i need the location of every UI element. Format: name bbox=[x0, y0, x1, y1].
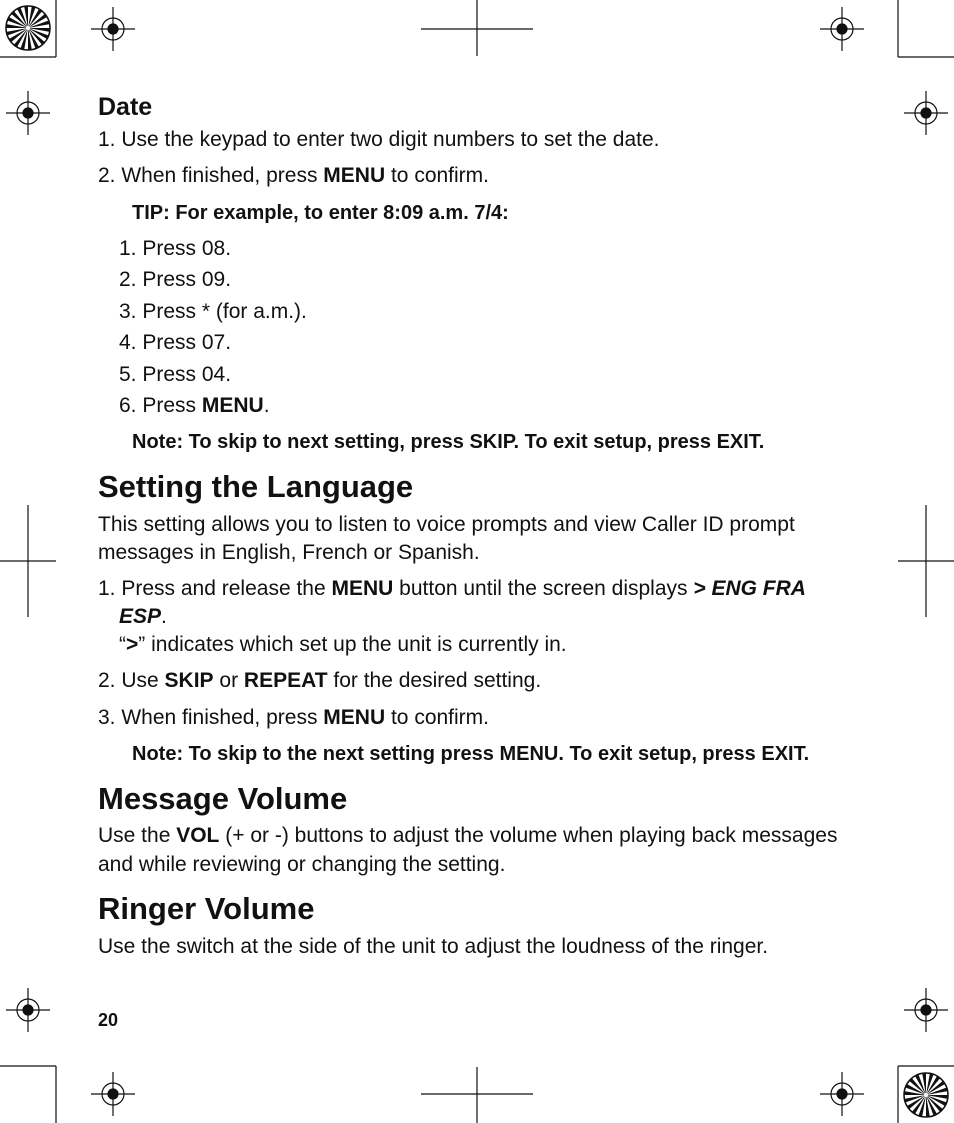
step-text-mid: button until the screen displays bbox=[393, 577, 694, 600]
ringer-volume-line-1: Use the switch at the side of the unit to adjust the loudness of the ringer. bbox=[98, 935, 769, 958]
date-step-1 bbox=[98, 126, 660, 154]
step-number: 6. bbox=[119, 394, 137, 417]
quote-open: “ bbox=[119, 633, 126, 656]
language-step-1 bbox=[98, 575, 806, 603]
tip-step-4 bbox=[119, 329, 231, 357]
target-mark bbox=[820, 7, 864, 51]
repeat-keyword: REPEAT bbox=[243, 669, 328, 692]
step-text: Press 09. bbox=[142, 268, 232, 291]
step-text: Use the keypad to enter two digit numbers to set the date. bbox=[121, 128, 660, 151]
tip-step-6 bbox=[119, 392, 270, 420]
step-text-end: for the desired setting. bbox=[327, 669, 542, 692]
indicator-text: ” indicates which set up the unit is currently in. bbox=[138, 633, 567, 656]
tip-step-3 bbox=[119, 298, 307, 326]
step-number: 5. bbox=[119, 363, 137, 386]
step-number: 2. bbox=[119, 268, 137, 291]
step-text: When finished, press bbox=[121, 164, 324, 187]
step-text: Press * (for a.m.). bbox=[142, 300, 307, 323]
tip-step-1 bbox=[119, 235, 231, 263]
menu-keyword: MENU bbox=[201, 394, 264, 417]
language-step-3 bbox=[98, 704, 489, 732]
message-volume-heading: Message Volume bbox=[98, 781, 348, 816]
step-number: 4. bbox=[119, 331, 137, 354]
target-mark bbox=[904, 91, 948, 135]
menu-keyword: MENU bbox=[323, 164, 386, 187]
step-text: Press and release the bbox=[121, 577, 332, 600]
message-volume-line-2: and while reviewing or changing the setting. bbox=[98, 853, 506, 876]
menu-keyword: MENU bbox=[331, 577, 394, 600]
period: . bbox=[161, 605, 167, 628]
step-text-end: to confirm. bbox=[385, 164, 490, 187]
language-heading: Setting the Language bbox=[98, 469, 414, 504]
step-number: 1. bbox=[98, 577, 116, 600]
language-step-1-indicator bbox=[119, 631, 567, 659]
step-text-end: to confirm. bbox=[385, 706, 490, 729]
target-mark bbox=[6, 91, 50, 135]
step-number: 2. bbox=[98, 669, 116, 692]
step-text: When finished, press bbox=[121, 706, 324, 729]
message-volume-line-1 bbox=[98, 822, 837, 850]
date-tip: TIP: For example, to enter 8:09 a.m. 7/4: bbox=[132, 202, 509, 224]
indicator-symbol: > bbox=[126, 633, 139, 656]
tip-step-2 bbox=[119, 266, 231, 294]
target-mark bbox=[91, 1072, 135, 1116]
step-text-end: . bbox=[263, 394, 270, 417]
step-text: Press 08. bbox=[142, 237, 232, 260]
step-text: Press 04. bbox=[142, 363, 232, 386]
step-text: Press bbox=[142, 394, 202, 417]
target-mark bbox=[904, 988, 948, 1032]
step-number: 3. bbox=[98, 706, 116, 729]
language-note: Note: To skip to the next setting press MENU. To exit setup, press EXIT. bbox=[132, 743, 810, 765]
target-mark bbox=[91, 7, 135, 51]
vol-keyword: VOL bbox=[176, 824, 220, 847]
tip-step-5 bbox=[119, 361, 231, 389]
step-number: 1. bbox=[119, 237, 137, 260]
target-mark bbox=[6, 988, 50, 1032]
language-intro-line-2: messages in English, French or Spanish. bbox=[98, 541, 480, 564]
date-note: Note: To skip to next setting, press SKIP. To exit setup, press EXIT. bbox=[132, 431, 765, 453]
date-step-2 bbox=[98, 162, 489, 190]
step-text-mid: or bbox=[213, 669, 244, 692]
step-number: 2. bbox=[98, 164, 116, 187]
step-number: 3. bbox=[119, 300, 137, 323]
starburst-mark bbox=[904, 1073, 948, 1117]
target-mark bbox=[820, 1072, 864, 1116]
page-number: 20 bbox=[98, 1010, 119, 1030]
step-number: 1. bbox=[98, 128, 116, 151]
ringer-volume-heading: Ringer Volume bbox=[98, 891, 315, 926]
display-text: > ENG FRA bbox=[693, 577, 806, 600]
step-text: Use bbox=[121, 669, 165, 692]
date-heading: Date bbox=[98, 93, 153, 121]
language-step-2 bbox=[98, 667, 541, 695]
starburst-mark bbox=[6, 6, 50, 50]
display-text-cont: ESP bbox=[119, 605, 162, 628]
language-step-1-cont bbox=[119, 603, 167, 631]
step-text: Press 07. bbox=[142, 331, 232, 354]
body-text: Use the bbox=[98, 824, 177, 847]
language-intro-line-1: This setting allows you to listen to voice prompts and view Caller ID prompt bbox=[98, 513, 795, 536]
body-text-end: (+ or -) buttons to adjust the volume when playing back messages bbox=[219, 824, 838, 847]
menu-keyword: MENU bbox=[323, 706, 386, 729]
skip-keyword: SKIP bbox=[164, 669, 214, 692]
